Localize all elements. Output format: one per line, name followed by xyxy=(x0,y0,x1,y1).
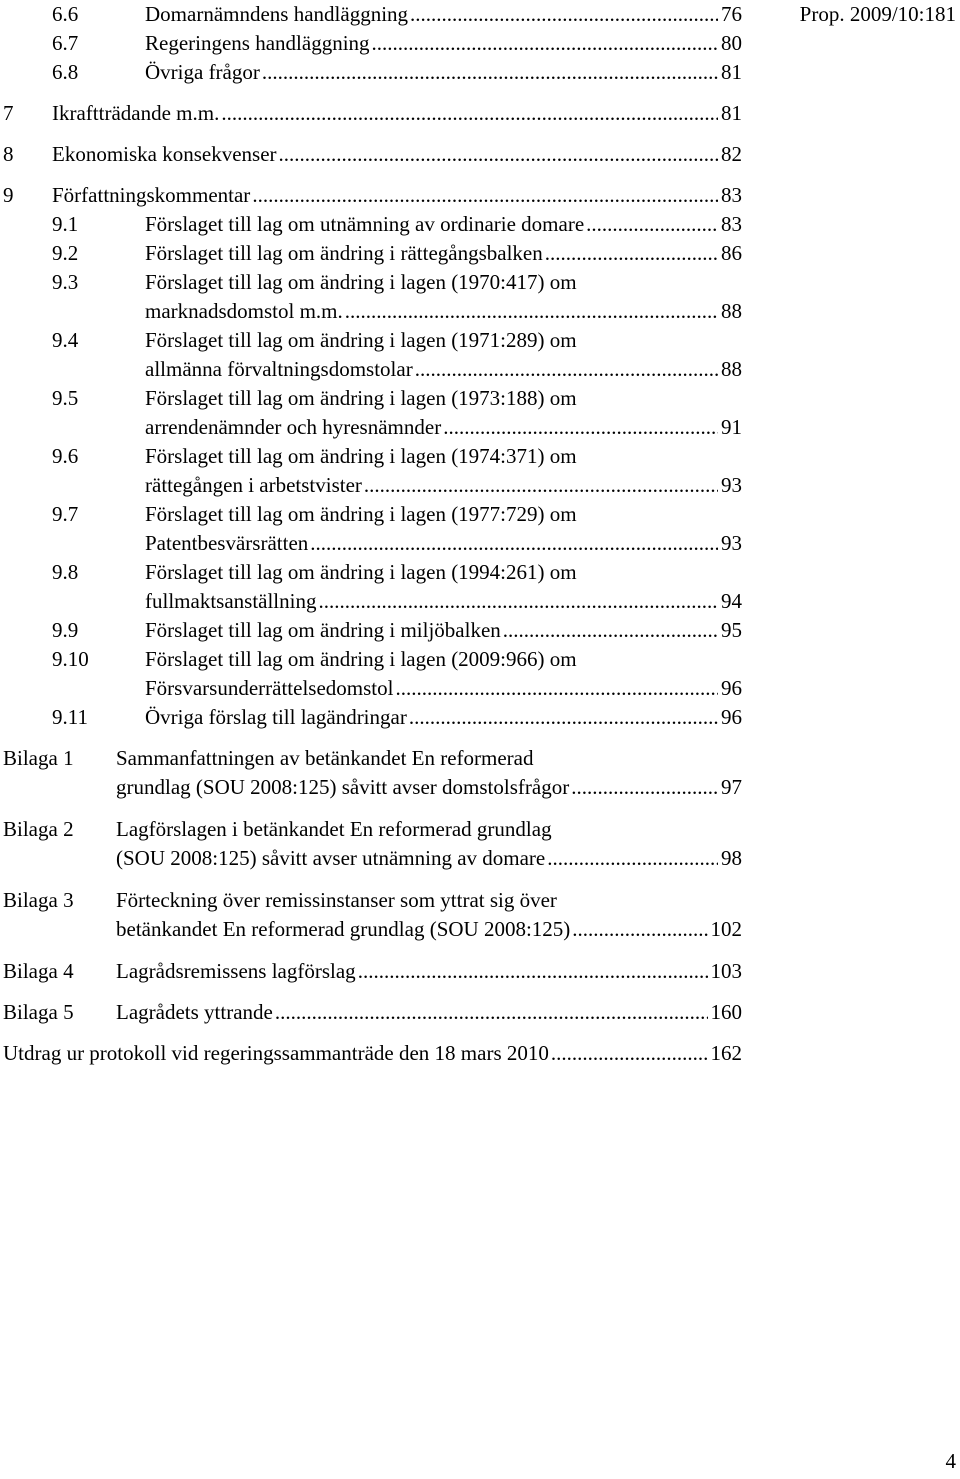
toc-page-number: 83 xyxy=(721,183,742,207)
toc-entry[interactable] xyxy=(52,140,742,169)
toc-entry-number: 8 xyxy=(3,142,14,166)
toc-entry-title-line1: Lagförslagen i betänkandet En reformerad grundlag xyxy=(116,817,552,841)
toc-entry[interactable] xyxy=(145,0,742,29)
toc-entry[interactable] xyxy=(145,529,742,558)
toc-entry-title: rättegången i arbetstvister xyxy=(145,473,362,497)
toc-entry-title: arrendenämnder och hyresnämnder xyxy=(145,415,442,439)
dot-leader xyxy=(279,140,718,169)
dot-leader xyxy=(252,181,718,210)
toc-page-number: 76 xyxy=(721,2,742,26)
toc-entry-title: betänkandet En reformerad grundlag (SOU 2008:125) xyxy=(116,917,571,941)
toc-entry[interactable] xyxy=(52,99,742,128)
dot-leader xyxy=(221,99,718,128)
dot-leader xyxy=(415,355,718,384)
toc-entry-number: Bilaga 1 xyxy=(3,746,74,770)
toc-line xyxy=(0,674,742,703)
toc-entry-number: 9.9 xyxy=(52,618,79,642)
dot-leader xyxy=(551,1039,708,1068)
toc-entry-title: Ikraftträdande m.m. xyxy=(52,101,220,125)
toc-entry-title-line1: Förslaget till lag om ändring i lagen (1994:261) om xyxy=(145,560,577,584)
toc-page-number: 80 xyxy=(721,31,742,55)
toc-entry-title: (SOU 2008:125) såvitt avser utnämning av domare xyxy=(116,846,546,870)
toc-line xyxy=(0,268,742,297)
toc-entry-number: Bilaga 5 xyxy=(3,1000,74,1024)
toc-page-number: 88 xyxy=(721,299,742,323)
dot-leader xyxy=(547,844,718,873)
toc-entry-title-line1: Förslaget till lag om ändring i lagen (1971:289) om xyxy=(145,328,577,352)
toc-entry-number: 9.4 xyxy=(52,328,79,352)
toc-entry-title: Lagrådsremissens lagförslag xyxy=(116,959,356,983)
toc-line xyxy=(0,210,742,239)
toc-line xyxy=(0,558,742,587)
toc-line xyxy=(0,413,742,442)
toc-line xyxy=(0,844,742,873)
toc-entry-title: fullmaktsanställning xyxy=(145,589,317,613)
toc-entry[interactable] xyxy=(116,998,742,1027)
toc-page-number: 94 xyxy=(721,589,742,613)
toc-page-number: 81 xyxy=(721,101,742,125)
dot-leader xyxy=(545,239,718,268)
toc-entry-title: Övriga frågor xyxy=(145,60,260,84)
dot-leader xyxy=(262,58,718,87)
toc-page-number: 81 xyxy=(721,60,742,84)
proposition-reference: Prop. 2009/10:181 xyxy=(799,2,956,26)
toc-line xyxy=(0,645,742,674)
toc-page-number: 97 xyxy=(721,775,742,799)
toc-entry[interactable] xyxy=(145,297,742,326)
dot-leader xyxy=(410,0,718,29)
toc-line xyxy=(0,886,742,915)
toc-entry-number: Bilaga 3 xyxy=(3,888,74,912)
toc-entry-title: marknadsdomstol m.m. xyxy=(145,299,343,323)
dot-leader xyxy=(275,998,708,1027)
toc-entry-number: 9.11 xyxy=(52,705,88,729)
toc-line xyxy=(0,384,742,413)
toc-entry-title: Utdrag ur protokoll vid regeringssammanträde den 18 mars 2010 xyxy=(3,1041,549,1065)
toc-entry-number: 9.8 xyxy=(52,560,79,584)
page-number: 4 xyxy=(945,1449,956,1473)
toc-page-number: 96 xyxy=(721,676,742,700)
toc-entry[interactable] xyxy=(145,210,742,239)
toc-entry-number: 6.8 xyxy=(52,60,79,84)
toc-entry-title: Förslaget till lag om ändring i miljöbalken xyxy=(145,618,501,642)
toc-entry[interactable] xyxy=(145,58,742,87)
toc-line xyxy=(0,815,742,844)
dot-leader xyxy=(395,674,718,703)
toc-entry-title: Ekonomiska konsekvenser xyxy=(52,142,277,166)
toc-entry-title-line1: Sammanfattningen av betänkandet En reformerad xyxy=(116,746,534,770)
toc-line xyxy=(0,58,742,87)
toc-line xyxy=(0,0,742,29)
toc-page-number: 98 xyxy=(721,846,742,870)
toc-page-number: 83 xyxy=(721,212,742,236)
toc-entry-number: 9.5 xyxy=(52,386,79,410)
toc-page-number: 93 xyxy=(721,531,742,555)
toc-line xyxy=(0,957,742,986)
toc-entry-title: Regeringens handläggning xyxy=(145,31,370,55)
toc-page-number: 162 xyxy=(710,1041,742,1065)
toc-entry-number: 9.6 xyxy=(52,444,79,468)
toc-line xyxy=(0,239,742,268)
toc-entry[interactable] xyxy=(145,413,742,442)
dot-leader xyxy=(443,413,718,442)
toc-entry[interactable] xyxy=(116,957,742,986)
toc-line xyxy=(0,744,742,773)
toc-entry-number: 9.7 xyxy=(52,502,79,526)
dot-leader xyxy=(345,297,718,326)
toc-entry-number: 6.7 xyxy=(52,31,79,55)
toc-entry-title: Övriga förslag till lagändringar xyxy=(145,705,407,729)
toc-entry-title-line1: Förslaget till lag om ändring i lagen (2009:966) om xyxy=(145,647,577,671)
toc-line xyxy=(0,500,742,529)
toc-entry-title: Domarnämndens handläggning xyxy=(145,2,409,26)
toc-entry[interactable] xyxy=(116,773,742,802)
toc-line xyxy=(0,471,742,500)
toc-entry-number: 9.2 xyxy=(52,241,79,265)
toc-entry-title: Lagrådets yttrande xyxy=(116,1000,273,1024)
toc-page-number: 93 xyxy=(721,473,742,497)
toc-entry-number: 9.3 xyxy=(52,270,79,294)
toc-entry-title: Förslaget till lag om utnämning av ordinarie domare xyxy=(145,212,585,236)
toc-page-number: 91 xyxy=(721,415,742,439)
toc-line xyxy=(0,442,742,471)
toc-entry-title: Patentbesvärsrätten xyxy=(145,531,309,555)
dot-leader xyxy=(358,957,708,986)
toc-entry[interactable] xyxy=(145,239,742,268)
toc-line xyxy=(0,529,742,558)
toc-line xyxy=(0,297,742,326)
toc-line xyxy=(0,326,742,355)
toc-entry-title: Förslaget till lag om ändring i rättegångsbalken xyxy=(145,241,543,265)
toc-page-number: 160 xyxy=(710,1000,742,1024)
dot-leader xyxy=(310,529,718,558)
toc-page-number: 102 xyxy=(710,917,742,941)
toc-entry[interactable] xyxy=(145,355,742,384)
toc-page-number: 86 xyxy=(721,241,742,265)
toc-entry[interactable] xyxy=(145,471,742,500)
toc-entry-number: 7 xyxy=(3,101,14,125)
toc-entry-title: Författningskommentar xyxy=(52,183,251,207)
toc-line xyxy=(0,773,742,802)
toc-entry-title-line1: Förslaget till lag om ändring i lagen (1973:188) om xyxy=(145,386,577,410)
dot-leader xyxy=(364,471,718,500)
toc-line xyxy=(0,1039,742,1068)
dot-leader xyxy=(571,773,718,802)
toc-line xyxy=(0,355,742,384)
toc-entry-title: Försvarsunderrättelsedomstol xyxy=(145,676,394,700)
toc-entry[interactable] xyxy=(3,1039,742,1068)
toc-page-number: 82 xyxy=(721,142,742,166)
toc-entry-title-line1: Förslaget till lag om ändring i lagen (1974:371) om xyxy=(145,444,577,468)
toc-page-number: 88 xyxy=(721,357,742,381)
toc-entry[interactable] xyxy=(145,29,742,58)
toc-entry-title-line1: Förslaget till lag om ändring i lagen (1970:417) om xyxy=(145,270,577,294)
toc-entry[interactable] xyxy=(52,181,742,210)
toc-entry-number: 9 xyxy=(3,183,14,207)
toc-entry[interactable] xyxy=(145,674,742,703)
toc-entry[interactable] xyxy=(145,587,742,616)
toc-line xyxy=(0,915,742,944)
toc-line xyxy=(0,616,742,645)
toc-entry-number: 9.1 xyxy=(52,212,79,236)
toc-line xyxy=(0,703,742,732)
toc-entry-number: 9.10 xyxy=(52,647,89,671)
toc-entry-title-line1: Förslaget till lag om ändring i lagen (1977:729) om xyxy=(145,502,577,526)
toc-entry[interactable] xyxy=(116,844,742,873)
dot-leader xyxy=(586,210,718,239)
toc-entry[interactable] xyxy=(145,703,742,732)
toc-page-number: 95 xyxy=(721,618,742,642)
toc-entry[interactable] xyxy=(116,915,742,944)
toc-line xyxy=(0,99,742,128)
toc-page-number: 96 xyxy=(721,705,742,729)
toc-line xyxy=(0,998,742,1027)
toc-page-number: 103 xyxy=(710,959,742,983)
toc-entry-title-line1: Förteckning över remissinstanser som yttrat sig över xyxy=(116,888,557,912)
toc-line xyxy=(0,587,742,616)
toc-entry[interactable] xyxy=(145,616,742,645)
toc-line xyxy=(0,181,742,210)
dot-leader xyxy=(372,29,718,58)
dot-leader xyxy=(318,587,718,616)
toc-entry-number: Bilaga 2 xyxy=(3,817,74,841)
toc-entry-number: Bilaga 4 xyxy=(3,959,74,983)
dot-leader xyxy=(409,703,718,732)
toc-line xyxy=(0,29,742,58)
dot-leader xyxy=(503,616,718,645)
toc-line xyxy=(0,140,742,169)
toc-entry-title: allmänna förvaltningsdomstolar xyxy=(145,357,413,381)
dot-leader xyxy=(572,915,707,944)
toc-entry-title: grundlag (SOU 2008:125) såvitt avser domstolsfrågor xyxy=(116,775,570,799)
toc-entry-number: 6.6 xyxy=(52,2,79,26)
